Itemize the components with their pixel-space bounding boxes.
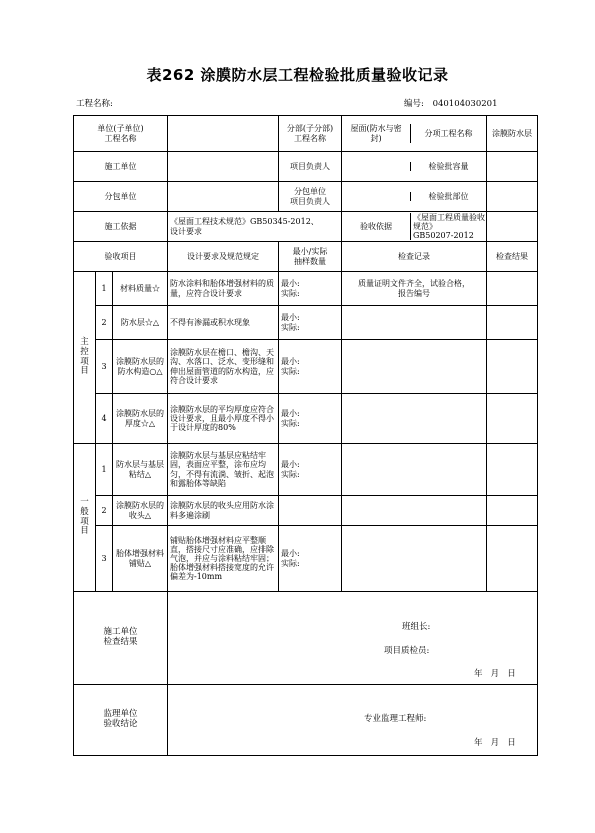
item-record: [342, 496, 487, 526]
subcontract-unit-value: [168, 182, 279, 212]
batch-capacity-value: [487, 152, 538, 182]
general-items-label: 一 般 项 目: [74, 444, 96, 592]
item-name: 胎体增强材料铺贴△: [113, 526, 168, 592]
team-leader-label: 班组长:: [402, 622, 431, 632]
unit-name-value: [168, 116, 279, 152]
col-result: 检查结果: [487, 242, 538, 272]
main-items-label: 主 控 项 目: [74, 272, 96, 444]
inspection-table: [73, 115, 538, 756]
table-row: [74, 444, 538, 496]
item-result: [487, 272, 538, 306]
project-leader-label: 项目负责人: [279, 152, 342, 182]
item-requirement: 涂膜防水层的收头应用防水涂料多遍涂刷: [168, 496, 279, 526]
item-record: [342, 340, 487, 394]
item-result: [487, 340, 538, 394]
code-row: [404, 97, 503, 109]
batch-location-value: [487, 182, 538, 212]
unit-name-label: 单位(子单位) 工程名称: [74, 116, 168, 152]
item-record: [342, 444, 487, 496]
item-no: 3: [96, 340, 113, 394]
subcontract-unit-label: 分包单位: [74, 182, 168, 212]
subitem-value: 涂膜防水层: [487, 116, 538, 152]
item-result: [487, 496, 538, 526]
construction-unit-value: [168, 152, 279, 182]
basis-value: 《屋面工程技术规范》GB50345-2012、 设计要求: [168, 212, 342, 242]
item-no: 1: [96, 444, 113, 496]
item-sampling: [279, 496, 342, 526]
division-label: 分部(子分部) 工程名称: [279, 116, 342, 152]
acceptance-basis-value: 《屋面工程质量验收规范》 GB50207-2012: [413, 212, 486, 241]
subitem-label: 分项工程名称: [424, 128, 473, 138]
table-row: [74, 340, 538, 394]
item-requirement: 涂膜防水层在檐口、檐沟、天沟、水落口、泛水、变形缝和伸出屋面管道的防水构造，应符合设计要求: [168, 340, 279, 394]
item-sampling: 最小: 实际:: [279, 526, 342, 592]
item-result: [487, 306, 538, 340]
item-result: [487, 526, 538, 592]
subcontract-leader-label: 分包单位 项目负责人: [279, 182, 342, 212]
supervision-area: [168, 685, 538, 756]
item-record: [342, 306, 487, 340]
construction-check-label: 施工单位 检查结果: [74, 592, 168, 685]
item-name: 材料质量☆: [113, 272, 168, 306]
supervision-date: 年 月 日: [474, 738, 516, 748]
project-name-label: 工程名称:: [76, 99, 113, 109]
batch-capacity-label: 检验批容量: [428, 161, 469, 171]
item-sampling: 最小: 实际:: [279, 394, 342, 444]
item-record: [342, 394, 487, 444]
table-row: [74, 526, 538, 592]
division-value: 屋面(防水与密 封): [342, 124, 411, 142]
item-no: 2: [96, 306, 113, 340]
construction-check-area: [168, 592, 538, 685]
item-requirement: 不得有渗漏或积水现象: [168, 306, 279, 340]
item-result: [487, 394, 538, 444]
item-no: 4: [96, 394, 113, 444]
acceptance-basis-label: 验收依据: [342, 213, 411, 241]
code-value: 040104030201: [432, 99, 498, 109]
item-no: 3: [96, 526, 113, 592]
item-name: 涂膜防水层的防水构造○△: [113, 340, 168, 394]
construction-unit-label: 施工单位: [74, 152, 168, 182]
item-requirement: 铺贴胎体增强材料应平整顺直，搭接尺寸应准确，应排除气泡，并应与涂料粘结牢固；胎体增强材料搭接宽度的允许偏差为-10mm: [168, 526, 279, 592]
item-sampling: 最小: 实际:: [279, 444, 342, 496]
item-sampling: 最小: 实际:: [279, 340, 342, 394]
page-title: 表262 涂膜防水层工程检验批质量验收记录: [146, 66, 449, 84]
table-row: [74, 496, 538, 526]
construction-date: 年 月 日: [474, 669, 516, 679]
project-leader-value: [342, 162, 411, 171]
item-requirement: 防水涂料和胎体增强材料的质量，应符合设计要求: [168, 272, 279, 306]
item-name: 防水层☆△: [113, 306, 168, 340]
table-row: [74, 394, 538, 444]
acceptance-basis-extra: [487, 212, 538, 242]
item-name: 涂膜防水层的收头△: [113, 496, 168, 526]
item-name: 涂膜防水层的厚度☆△: [113, 394, 168, 444]
item-record: 质量证明文件齐全，试验合格， 报告编号: [342, 272, 487, 306]
item-sampling: 最小: 实际:: [279, 272, 342, 306]
item-result: [487, 444, 538, 496]
supervision-label: 监理单位 验收结论: [74, 685, 168, 756]
item-record: [342, 526, 487, 592]
basis-label: 施工依据: [74, 212, 168, 242]
col-requirements: 设计要求及规范规定: [168, 242, 279, 272]
item-sampling: 最小: 实际:: [279, 306, 342, 340]
supervision-engineer-label: 专业监理工程师:: [364, 714, 427, 724]
code-label: 编号:: [404, 99, 424, 109]
item-no: 1: [96, 272, 113, 306]
col-record: 检查记录: [342, 242, 487, 272]
item-no: 2: [96, 496, 113, 526]
item-requirement: 涂膜防水层的平均厚度应符合设计要求，且最小厚度不得小于设计厚度的80%: [168, 394, 279, 444]
inspector-label: 项目质检员:: [384, 646, 430, 656]
col-sampling: 最小/实际 抽样数量: [279, 242, 342, 272]
item-name: 防水层与基层粘结△: [113, 444, 168, 496]
item-requirement: 涂膜防水层与基层应粘结牢固，表面应平整，涂布应均匀，不得有流淌、皱折、起泡和露胎体等缺陷: [168, 444, 279, 496]
table-row: [74, 306, 538, 340]
batch-location-label: 检验批部位: [428, 191, 469, 201]
table-row: [74, 272, 538, 306]
subcontract-leader-value: [342, 192, 411, 201]
col-items: 验收项目: [74, 242, 168, 272]
